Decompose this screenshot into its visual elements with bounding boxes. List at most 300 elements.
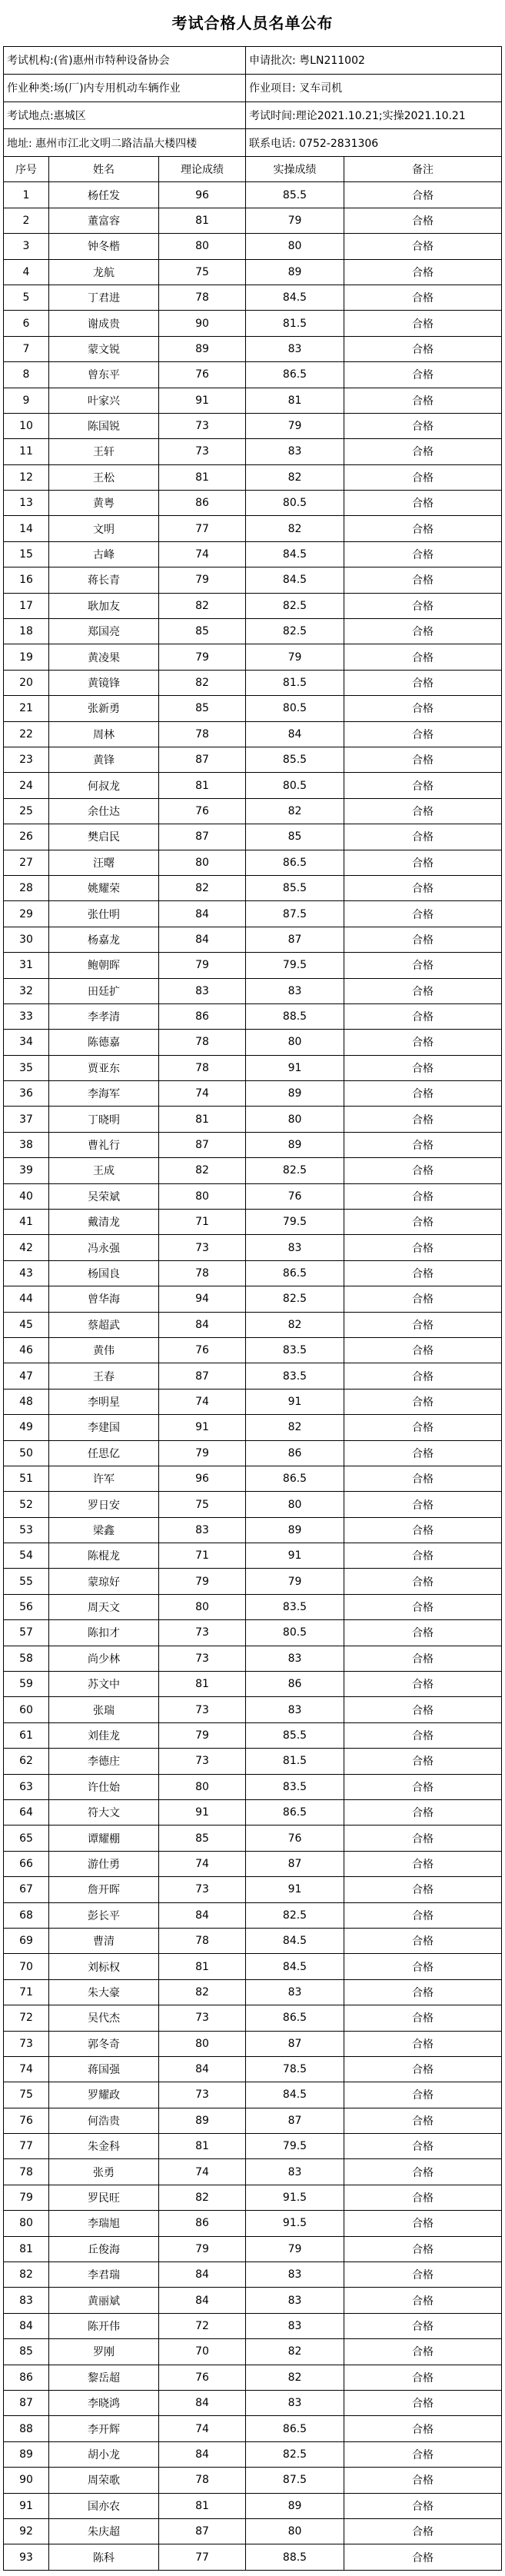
cell-name: 张新勇: [49, 696, 159, 721]
table-row: [4, 362, 501, 388]
cell-name: 彭长平: [49, 1903, 159, 1928]
cell-name: 何浩贵: [49, 2108, 159, 2133]
cell-practice-score: 85.5: [246, 747, 344, 772]
table-row: [4, 465, 501, 491]
table-row: [4, 2057, 501, 2082]
cell-practice-score: 85: [246, 824, 344, 849]
cell-theory-score: 86: [159, 1004, 246, 1029]
cell-theory-score: 74: [159, 1390, 246, 1414]
cell-practice-score: 91.5: [246, 2185, 344, 2210]
cell-practice-score: 91: [246, 1543, 344, 1568]
cell-theory-score: 81: [159, 1107, 246, 1131]
table-row: [4, 439, 501, 464]
cell-theory-score: 73: [159, 1749, 246, 1773]
cell-name: 张仕明: [49, 901, 159, 926]
table-row: [4, 671, 501, 696]
cell-practice-score: 83: [246, 1980, 344, 2005]
cell-no: 51: [4, 1466, 49, 1491]
table-row: [4, 1441, 501, 1466]
table-row: [4, 1030, 501, 1055]
cell-name: 黄丽斌: [49, 2288, 159, 2312]
info-row-category: [4, 75, 501, 102]
cell-remark: 合格: [412, 626, 434, 639]
cell-theory-score: 76: [159, 799, 246, 824]
cell-practice-score: 79: [246, 414, 344, 438]
exam-location: 考试地点:惠城区: [4, 102, 246, 129]
cell-name: 曹礼行: [49, 1133, 159, 1157]
cell-no: 87: [4, 2391, 49, 2415]
cell-practice-score: 79: [246, 1569, 344, 1593]
table-row: [4, 2544, 501, 2570]
cell-no: 57: [4, 1620, 49, 1645]
table-row: [4, 1877, 501, 1902]
cell-practice-score: 86.5: [246, 1800, 344, 1825]
cell-name: 蒋长青: [49, 567, 159, 592]
table-row: [4, 1466, 501, 1492]
cell-no: 4: [4, 260, 49, 285]
cell-theory-score: 85: [159, 696, 246, 721]
cell-no: 25: [4, 799, 49, 824]
cell-theory-score: 79: [159, 644, 246, 669]
cell-practice-score: 86: [246, 1441, 344, 1466]
cell-theory-score: 79: [159, 567, 246, 592]
cell-name: 黄锋: [49, 747, 159, 772]
cell-name: 曹清: [49, 1929, 159, 1953]
cell-theory-score: 82: [159, 1980, 246, 2005]
cell-no: 91: [4, 2494, 49, 2518]
cell-practice-score: 82.5: [246, 2442, 344, 2467]
table-row: [4, 2365, 501, 2391]
cell-theory-score: 86: [159, 2211, 246, 2235]
table-row: [4, 2159, 501, 2185]
cell-theory-score: 79: [159, 2237, 246, 2261]
exam-organization: 考试机构:(省)惠州市特种设备协会: [4, 47, 246, 74]
cell-name: 胡小龙: [49, 2442, 159, 2467]
cell-no: 88: [4, 2416, 49, 2441]
cell-theory-score: 73: [159, 2082, 246, 2107]
table-row: [4, 2391, 501, 2416]
cell-name: 叶家兴: [49, 388, 159, 413]
cell-name: 黄凌果: [49, 644, 159, 669]
cell-no: 10: [4, 414, 49, 438]
cell-no: 5: [4, 285, 49, 310]
cell-theory-score: 73: [159, 1620, 246, 1645]
cell-name: 钟冬楷: [49, 234, 159, 258]
cell-no: 83: [4, 2288, 49, 2312]
cell-practice-score: 80: [246, 1492, 344, 1516]
cell-theory-score: 91: [159, 1800, 246, 1825]
cell-practice-score: 81.5: [246, 311, 344, 335]
cell-theory-score: 74: [159, 1852, 246, 1876]
cell-theory-score: 71: [159, 1210, 246, 1234]
cell-practice-score: 83.5: [246, 1338, 344, 1363]
cell-remark: 合格: [412, 1293, 434, 1306]
table-row: [4, 1158, 501, 1183]
cell-name: 曾华海: [49, 1286, 159, 1311]
cell-practice-score: 82.5: [246, 619, 344, 644]
cell-remark: 合格: [412, 266, 434, 279]
cell-theory-score: 73: [159, 1877, 246, 1902]
cell-theory-score: 74: [159, 1081, 246, 1106]
cell-remark: 合格: [412, 189, 434, 202]
cell-theory-score: 84: [159, 2057, 246, 2082]
cell-remark: 合格: [412, 831, 434, 844]
cell-remark: 合格: [412, 523, 434, 536]
cell-name: 丘俊海: [49, 2237, 159, 2261]
cell-practice-score: 79: [246, 644, 344, 669]
table-row: [4, 594, 501, 619]
cell-theory-score: 87: [159, 1363, 246, 1388]
cell-no: 14: [4, 516, 49, 541]
cell-no: 72: [4, 2005, 49, 2030]
cell-name: 鲍朝晖: [49, 953, 159, 977]
cell-name: 李明星: [49, 1390, 159, 1414]
cell-remark: 合格: [412, 677, 434, 690]
table-row: [4, 722, 501, 747]
cell-no: 89: [4, 2442, 49, 2467]
cell-name: 陈德嘉: [49, 1030, 159, 1054]
cell-remark: 合格: [412, 2038, 434, 2051]
cell-no: 45: [4, 1313, 49, 1337]
cell-remark: 合格: [412, 2321, 434, 2333]
cell-name: 杨任发: [49, 182, 159, 207]
table-row: [4, 1697, 501, 1722]
cell-theory-score: 84: [159, 901, 246, 926]
cell-no: 36: [4, 1081, 49, 1106]
table-row: [4, 234, 501, 259]
header-no: 序号: [4, 157, 49, 181]
cell-practice-score: 85.5: [246, 876, 344, 900]
cell-practice-score: 84.5: [246, 542, 344, 567]
cell-no: 76: [4, 2108, 49, 2133]
cell-practice-score: 89: [246, 1133, 344, 1157]
cell-remark: 合格: [412, 805, 434, 818]
cell-remark: 合格: [412, 2423, 434, 2436]
cell-remark: 合格: [412, 215, 434, 228]
cell-no: 62: [4, 1749, 49, 1773]
cell-practice-score: 79.5: [246, 953, 344, 977]
cell-remark: 合格: [412, 369, 434, 382]
cell-remark: 合格: [412, 446, 434, 459]
table-row: [4, 644, 501, 670]
cell-remark: 合格: [412, 960, 434, 973]
cell-remark: 合格: [412, 2218, 434, 2231]
cell-remark: 合格: [412, 1730, 434, 1743]
cell-no: 17: [4, 594, 49, 618]
cell-remark: 合格: [412, 600, 434, 613]
table-row: [4, 850, 501, 876]
cell-practice-score: 86.5: [246, 2416, 344, 2441]
cell-theory-score: 77: [159, 2544, 246, 2569]
cell-practice-score: 80: [246, 234, 344, 258]
cell-no: 27: [4, 850, 49, 875]
table-row: [4, 414, 501, 439]
cell-theory-score: 76: [159, 1338, 246, 1363]
cell-no: 35: [4, 1056, 49, 1080]
cell-practice-score: 88.5: [246, 2544, 344, 2569]
cell-remark: 合格: [412, 1627, 434, 1640]
cell-name: 冯永强: [49, 1235, 159, 1260]
cell-name: 尚少林: [49, 1646, 159, 1671]
table-row: [4, 953, 501, 978]
info-row-location: [4, 102, 501, 130]
cell-theory-score: 80: [159, 1184, 246, 1209]
cell-remark: 合格: [412, 2295, 434, 2308]
cell-theory-score: 84: [159, 2391, 246, 2415]
table-row: [4, 876, 501, 901]
cell-no: 20: [4, 671, 49, 695]
cell-remark: 合格: [412, 883, 434, 896]
cell-no: 32: [4, 979, 49, 1003]
cell-name: 郑国亮: [49, 619, 159, 644]
cell-no: 70: [4, 1954, 49, 1979]
cell-name: 龙航: [49, 260, 159, 285]
cell-practice-score: 91: [246, 1056, 344, 1080]
cell-practice-score: 80.5: [246, 1620, 344, 1645]
table-row: [4, 1723, 501, 1749]
cell-name: 黄伟: [49, 1338, 159, 1363]
cell-no: 7: [4, 337, 49, 361]
cell-theory-score: 84: [159, 2262, 246, 2287]
cell-no: 21: [4, 696, 49, 721]
cell-name: 李瑞旭: [49, 2211, 159, 2235]
table-row: [4, 1056, 501, 1081]
cell-no: 52: [4, 1492, 49, 1516]
cell-name: 许军: [49, 1466, 159, 1491]
table-row: [4, 824, 501, 850]
cell-no: 58: [4, 1646, 49, 1671]
cell-theory-score: 78: [159, 1030, 246, 1054]
table-row: [4, 1595, 501, 1620]
table-row: [4, 1363, 501, 1389]
cell-theory-score: 89: [159, 2108, 246, 2133]
table-row: [4, 1749, 501, 1774]
cell-no: 29: [4, 901, 49, 926]
cell-practice-score: 86: [246, 1672, 344, 1696]
cell-no: 74: [4, 2057, 49, 2082]
cell-practice-score: 80: [246, 1107, 344, 1131]
cell-remark: 合格: [412, 241, 434, 254]
cell-no: 43: [4, 1261, 49, 1286]
cell-name: 谭耀棚: [49, 1825, 159, 1850]
cell-no: 8: [4, 362, 49, 387]
cell-remark: 合格: [412, 1550, 434, 1563]
cell-practice-score: 82: [246, 1415, 344, 1439]
cell-no: 11: [4, 439, 49, 464]
cell-no: 13: [4, 491, 49, 515]
cell-no: 63: [4, 1775, 49, 1799]
table-row: [4, 1313, 501, 1338]
cell-theory-score: 73: [159, 1697, 246, 1722]
cell-practice-score: 83: [246, 439, 344, 464]
cell-practice-score: 84: [246, 722, 344, 747]
work-item: 作业项目: 叉车司机: [249, 82, 343, 95]
cell-theory-score: 78: [159, 285, 246, 310]
cell-theory-score: 82: [159, 2185, 246, 2210]
cell-remark: 合格: [412, 2141, 434, 2154]
cell-practice-score: 83: [246, 337, 344, 361]
table-row: [4, 1620, 501, 1646]
table-row: [4, 1518, 501, 1543]
cell-practice-score: 86.5: [246, 1466, 344, 1491]
cell-name: 许仕始: [49, 1775, 159, 1799]
cell-name: 陈开伟: [49, 2314, 159, 2338]
cell-practice-score: 91: [246, 1390, 344, 1414]
cell-name: 贾亚东: [49, 1056, 159, 1080]
cell-remark: 合格: [412, 2269, 434, 2282]
cell-practice-score: 83: [246, 1235, 344, 1260]
cell-remark: 合格: [412, 2166, 434, 2179]
table-row: [4, 208, 501, 234]
cell-theory-score: 84: [159, 1313, 246, 1337]
header-remark: 备注: [412, 164, 434, 177]
cell-name: 朱金科: [49, 2134, 159, 2158]
work-category: 作业种类:场(厂)内专用机动车辆作业: [4, 75, 246, 102]
info-row-address: [4, 129, 501, 157]
table-row: [4, 1081, 501, 1107]
header-name: 姓名: [49, 157, 159, 181]
cell-practice-score: 86.5: [246, 850, 344, 875]
cell-practice-score: 82: [246, 1313, 344, 1337]
cell-name: 姚耀荣: [49, 876, 159, 900]
cell-practice-score: 79.5: [246, 2134, 344, 2158]
cell-no: 81: [4, 2237, 49, 2261]
cell-practice-score: 84.5: [246, 1954, 344, 1979]
cell-remark: 合格: [412, 1190, 434, 1203]
cell-name: 杨国良: [49, 1261, 159, 1286]
cell-no: 31: [4, 953, 49, 977]
cell-practice-score: 87: [246, 2108, 344, 2133]
cell-theory-score: 80: [159, 1595, 246, 1619]
cell-remark: 合格: [412, 1832, 434, 1845]
cell-practice-score: 86.5: [246, 362, 344, 387]
cell-theory-score: 84: [159, 2442, 246, 2467]
cell-practice-score: 87: [246, 2032, 344, 2056]
cell-no: 61: [4, 1723, 49, 1748]
cell-name: 余仕达: [49, 799, 159, 824]
cell-remark: 合格: [412, 1267, 434, 1280]
cell-name: 朱大豪: [49, 1980, 159, 2005]
cell-remark: 合格: [412, 1884, 434, 1897]
cell-no: 85: [4, 2339, 49, 2364]
cell-no: 79: [4, 2185, 49, 2210]
cell-name: 陈扣才: [49, 1620, 159, 1645]
cell-name: 黎岳超: [49, 2365, 159, 2390]
table-row: [4, 1261, 501, 1286]
table-row: [4, 799, 501, 824]
cell-name: 李德庄: [49, 1749, 159, 1773]
cell-name: 符大文: [49, 1800, 159, 1825]
cell-practice-score: 84.5: [246, 567, 344, 592]
cell-no: 38: [4, 1133, 49, 1157]
cell-no: 40: [4, 1184, 49, 1209]
cell-theory-score: 74: [159, 542, 246, 567]
cell-theory-score: 74: [159, 2159, 246, 2184]
cell-no: 92: [4, 2519, 49, 2544]
cell-no: 65: [4, 1825, 49, 1850]
cell-no: 73: [4, 2032, 49, 2056]
cell-theory-score: 82: [159, 1158, 246, 1183]
cell-no: 60: [4, 1697, 49, 1722]
table-body: [4, 182, 501, 2570]
cell-theory-score: 85: [159, 1825, 246, 1850]
cell-remark: 合格: [412, 857, 434, 870]
table-row: [4, 1133, 501, 1158]
cell-name: 杨嘉龙: [49, 927, 159, 952]
cell-no: 37: [4, 1107, 49, 1131]
table-row: [4, 1954, 501, 1979]
cell-remark: 合格: [412, 1602, 434, 1615]
cell-practice-score: 84.5: [246, 285, 344, 310]
cell-name: 黄镜锋: [49, 671, 159, 695]
cell-no: 78: [4, 2159, 49, 2184]
cell-name: 吴荣斌: [49, 1184, 159, 1209]
cell-name: 李开辉: [49, 2416, 159, 2441]
cell-name: 戴清龙: [49, 1210, 159, 1234]
cell-name: 陈国锐: [49, 414, 159, 438]
cell-name: 李晓鸿: [49, 2391, 159, 2415]
cell-theory-score: 81: [159, 773, 246, 797]
table-row: [4, 1415, 501, 1440]
cell-name: 蒙文锐: [49, 337, 159, 361]
cell-no: 80: [4, 2211, 49, 2235]
cell-practice-score: 80.5: [246, 491, 344, 515]
cell-theory-score: 78: [159, 1056, 246, 1080]
cell-name: 董富容: [49, 208, 159, 233]
cell-no: 23: [4, 747, 49, 772]
cell-no: 71: [4, 1980, 49, 2005]
table-header-row: [4, 157, 501, 182]
cell-practice-score: 83.5: [246, 1595, 344, 1619]
cell-name: 李孝清: [49, 1004, 159, 1029]
table-row: [4, 2288, 501, 2313]
cell-practice-score: 83: [246, 2288, 344, 2312]
cell-name: 丁君进: [49, 285, 159, 310]
table-row: [4, 1210, 501, 1235]
cell-practice-score: 83: [246, 1646, 344, 1671]
table-row: [4, 260, 501, 285]
cell-practice-score: 83: [246, 2159, 344, 2184]
table-row: [4, 1646, 501, 1672]
cell-name: 詹开晖: [49, 1877, 159, 1902]
cell-theory-score: 78: [159, 2468, 246, 2492]
cell-name: 刘标权: [49, 1954, 159, 1979]
cell-no: 64: [4, 1800, 49, 1825]
table-row: [4, 1235, 501, 1260]
cell-no: 50: [4, 1441, 49, 1466]
cell-no: 2: [4, 208, 49, 233]
cell-practice-score: 91.5: [246, 2211, 344, 2235]
table-row: [4, 2185, 501, 2211]
table-row: [4, 979, 501, 1004]
cell-practice-score: 82: [246, 516, 344, 541]
table-row: [4, 1004, 501, 1030]
cell-theory-score: 70: [159, 2339, 246, 2364]
cell-no: 49: [4, 1415, 49, 1439]
cell-no: 56: [4, 1595, 49, 1619]
table-row: [4, 2339, 501, 2365]
cell-theory-score: 91: [159, 388, 246, 413]
cell-remark: 合格: [412, 2012, 434, 2025]
table-row: [4, 311, 501, 336]
cell-name: 刘佳龙: [49, 1723, 159, 1748]
application-batch: 申请批次: 粤LN211002: [249, 55, 365, 68]
table-row: [4, 747, 501, 773]
table-row: [4, 542, 501, 567]
cell-theory-score: 81: [159, 2494, 246, 2518]
cell-remark: 合格: [412, 1319, 434, 1332]
contact-phone: 联系电话: 0752-2831306: [249, 137, 379, 150]
